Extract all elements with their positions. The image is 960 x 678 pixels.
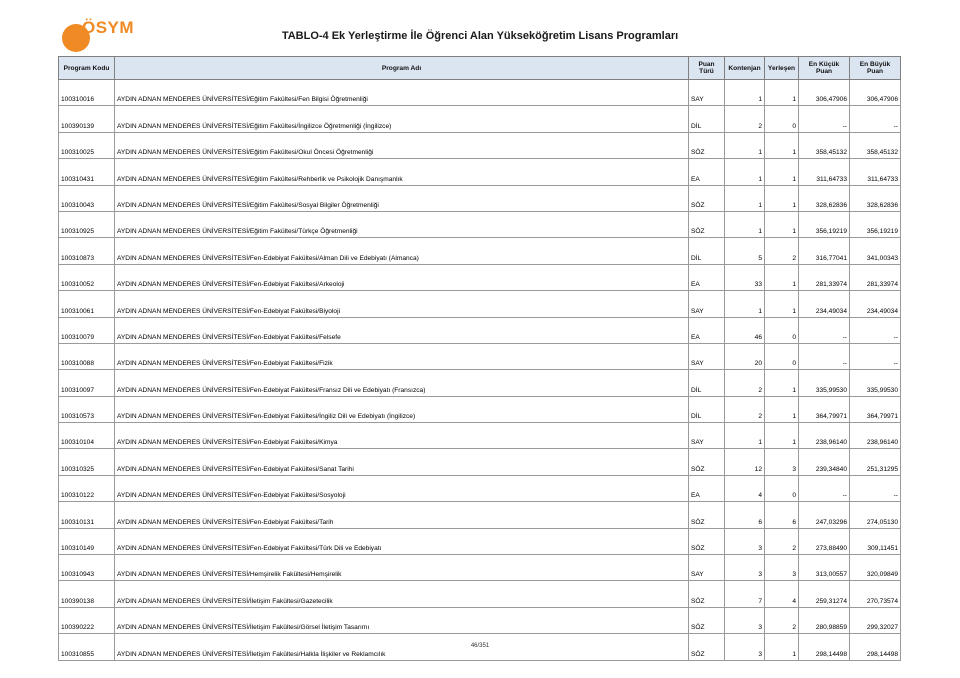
- cell-yerlesen: 1: [765, 211, 799, 237]
- cell-kontenjan: 3: [725, 634, 765, 660]
- cell-en-buyuk-puan: 328,62836: [850, 185, 901, 211]
- cell-yerlesen: 6: [765, 502, 799, 528]
- cell-en-buyuk-puan: 238,96140: [850, 423, 901, 449]
- cell-program-adi: AYDIN ADNAN MENDERES ÜNİVERSİTESİ/Eğitim Fakültesi/Sosyal Bilgiler Öğretmenliği: [115, 185, 689, 211]
- cell-kontenjan: 1: [725, 423, 765, 449]
- cell-kontenjan: 7: [725, 581, 765, 607]
- cell-program-kodu: 100390222: [59, 607, 115, 633]
- cell-en-kucuk-puan: 316,77041: [799, 238, 850, 264]
- cell-program-adi: AYDIN ADNAN MENDERES ÜNİVERSİTESİ/Fen-Edebiyat Fakültesi/Türk Dili ve Edebiyatı: [115, 528, 689, 554]
- cell-en-buyuk-puan: 306,47906: [850, 80, 901, 106]
- cell-puan-turu: EA: [689, 159, 725, 185]
- cell-en-buyuk-puan: 358,45132: [850, 132, 901, 158]
- cell-kontenjan: 12: [725, 449, 765, 475]
- cell-yerlesen: 0: [765, 343, 799, 369]
- cell-puan-turu: SAY: [689, 291, 725, 317]
- cell-en-buyuk-puan: --: [850, 343, 901, 369]
- table-row: [59, 581, 901, 607]
- cell-kontenjan: 1: [725, 80, 765, 106]
- cell-program-kodu: 100310016: [59, 80, 115, 106]
- cell-program-kodu: 100310873: [59, 238, 115, 264]
- cell-puan-turu: SÖZ: [689, 502, 725, 528]
- cell-puan-turu: DİL: [689, 106, 725, 132]
- cell-puan-turu: SÖZ: [689, 581, 725, 607]
- cell-yerlesen: 0: [765, 317, 799, 343]
- cell-puan-turu: EA: [689, 317, 725, 343]
- cell-kontenjan: 1: [725, 291, 765, 317]
- cell-program-adi: AYDIN ADNAN MENDERES ÜNİVERSİTESİ/Eğitim Fakültesi/Okul Öncesi Öğretmenliği: [115, 132, 689, 158]
- cell-yerlesen: 0: [765, 106, 799, 132]
- cell-kontenjan: 20: [725, 343, 765, 369]
- cell-en-buyuk-puan: 356,19219: [850, 211, 901, 237]
- table-body: [59, 80, 901, 661]
- table-row: [59, 396, 901, 422]
- table-row: [59, 475, 901, 501]
- cell-en-buyuk-puan: 309,11451: [850, 528, 901, 554]
- cell-yerlesen: 1: [765, 370, 799, 396]
- header-kontenjan: Kontenjan: [725, 57, 765, 80]
- cell-en-kucuk-puan: 298,14498: [799, 634, 850, 660]
- cell-en-buyuk-puan: 298,14498: [850, 634, 901, 660]
- cell-program-adi: AYDIN ADNAN MENDERES ÜNİVERSİTESİ/Eğitim Fakültesi/Türkçe Öğretmenliği: [115, 211, 689, 237]
- table-row: [59, 528, 901, 554]
- cell-program-kodu: 100310131: [59, 502, 115, 528]
- cell-en-buyuk-puan: 270,73574: [850, 581, 901, 607]
- cell-kontenjan: 33: [725, 264, 765, 290]
- cell-program-adi: AYDIN ADNAN MENDERES ÜNİVERSİTESİ/İletişim Fakültesi/Görsel İletişim Tasarımı: [115, 607, 689, 633]
- cell-yerlesen: 0: [765, 475, 799, 501]
- table-row: [59, 106, 901, 132]
- cell-en-kucuk-puan: 280,98859: [799, 607, 850, 633]
- cell-kontenjan: 3: [725, 528, 765, 554]
- cell-en-kucuk-puan: 281,33974: [799, 264, 850, 290]
- cell-kontenjan: 3: [725, 555, 765, 581]
- cell-program-kodu: 100310855: [59, 634, 115, 660]
- cell-puan-turu: SÖZ: [689, 132, 725, 158]
- cell-program-adi: AYDIN ADNAN MENDERES ÜNİVERSİTESİ/Fen-Edebiyat Fakültesi/Biyoloji: [115, 291, 689, 317]
- cell-program-kodu: 100310025: [59, 132, 115, 158]
- cell-en-kucuk-puan: 364,79971: [799, 396, 850, 422]
- cell-en-buyuk-puan: 320,09849: [850, 555, 901, 581]
- cell-en-kucuk-puan: --: [799, 106, 850, 132]
- cell-puan-turu: DİL: [689, 396, 725, 422]
- table-row: [59, 132, 901, 158]
- cell-en-kucuk-puan: 356,19219: [799, 211, 850, 237]
- table-row: [59, 185, 901, 211]
- logo-text: ÖSYM: [82, 18, 135, 37]
- cell-program-kodu: 100310431: [59, 159, 115, 185]
- cell-program-kodu: 100310573: [59, 396, 115, 422]
- cell-puan-turu: DİL: [689, 370, 725, 396]
- cell-yerlesen: 1: [765, 185, 799, 211]
- cell-en-kucuk-puan: 273,88490: [799, 528, 850, 554]
- cell-kontenjan: 1: [725, 211, 765, 237]
- cell-program-kodu: 100310925: [59, 211, 115, 237]
- cell-yerlesen: 1: [765, 291, 799, 317]
- cell-en-kucuk-puan: 234,49034: [799, 291, 850, 317]
- cell-program-kodu: 100310061: [59, 291, 115, 317]
- cell-en-buyuk-puan: 281,33974: [850, 264, 901, 290]
- table-row: [59, 607, 901, 633]
- cell-en-buyuk-puan: --: [850, 106, 901, 132]
- table-row: [59, 370, 901, 396]
- table-row: [59, 449, 901, 475]
- header-puan-turu: Puan Türü: [689, 57, 725, 80]
- cell-yerlesen: 4: [765, 581, 799, 607]
- table-header-row: [59, 57, 901, 80]
- cell-puan-turu: EA: [689, 475, 725, 501]
- cell-en-kucuk-puan: 311,64733: [799, 159, 850, 185]
- cell-en-kucuk-puan: 328,62836: [799, 185, 850, 211]
- cell-program-adi: AYDIN ADNAN MENDERES ÜNİVERSİTESİ/Fen-Edebiyat Fakültesi/Felsefe: [115, 317, 689, 343]
- cell-yerlesen: 2: [765, 607, 799, 633]
- cell-en-kucuk-puan: 259,31274: [799, 581, 850, 607]
- cell-program-adi: AYDIN ADNAN MENDERES ÜNİVERSİTESİ/Fen-Edebiyat Fakültesi/Tarih: [115, 502, 689, 528]
- cell-en-kucuk-puan: --: [799, 475, 850, 501]
- cell-program-kodu: 100310088: [59, 343, 115, 369]
- cell-en-kucuk-puan: 247,03296: [799, 502, 850, 528]
- cell-puan-turu: SÖZ: [689, 634, 725, 660]
- cell-kontenjan: 3: [725, 607, 765, 633]
- cell-program-adi: AYDIN ADNAN MENDERES ÜNİVERSİTESİ/İletişim Fakültesi/Gazetecilik: [115, 581, 689, 607]
- cell-yerlesen: 1: [765, 264, 799, 290]
- cell-puan-turu: SAY: [689, 80, 725, 106]
- cell-en-kucuk-puan: 306,47906: [799, 80, 850, 106]
- cell-yerlesen: 1: [765, 634, 799, 660]
- cell-kontenjan: 1: [725, 159, 765, 185]
- cell-en-buyuk-puan: 234,49034: [850, 291, 901, 317]
- cell-kontenjan: 6: [725, 502, 765, 528]
- table-row: [59, 238, 901, 264]
- cell-program-kodu: 100310104: [59, 423, 115, 449]
- cell-puan-turu: DİL: [689, 238, 725, 264]
- page-number: 46/351: [470, 643, 490, 649]
- header-en-kucuk-puan: En Küçük Puan: [799, 57, 850, 80]
- cell-puan-turu: SAY: [689, 423, 725, 449]
- cell-program-adi: AYDIN ADNAN MENDERES ÜNİVERSİTESİ/İletişim Fakültesi/Halkla İlişkiler ve Reklamcılık: [115, 634, 689, 660]
- cell-yerlesen: 3: [765, 555, 799, 581]
- cell-kontenjan: 4: [725, 475, 765, 501]
- cell-puan-turu: SAY: [689, 555, 725, 581]
- cell-program-kodu: 100390139: [59, 106, 115, 132]
- header-en-buyuk-puan: En Büyük Puan: [850, 57, 901, 80]
- cell-en-buyuk-puan: 311,64733: [850, 159, 901, 185]
- programs-table: [58, 56, 901, 661]
- cell-puan-turu: SAY: [689, 343, 725, 369]
- cell-en-kucuk-puan: 335,99530: [799, 370, 850, 396]
- header-program-kodu: Program Kodu: [59, 57, 115, 80]
- table-row: [59, 264, 901, 290]
- cell-puan-turu: SÖZ: [689, 607, 725, 633]
- cell-program-kodu: 100310043: [59, 185, 115, 211]
- cell-en-buyuk-puan: 364,79971: [850, 396, 901, 422]
- cell-kontenjan: 2: [725, 370, 765, 396]
- cell-program-kodu: 100310079: [59, 317, 115, 343]
- cell-program-kodu: 100310122: [59, 475, 115, 501]
- cell-yerlesen: 2: [765, 238, 799, 264]
- cell-program-adi: AYDIN ADNAN MENDERES ÜNİVERSİTESİ/Fen-Edebiyat Fakültesi/Fransız Dili ve Edebiyatı (Fransızca): [115, 370, 689, 396]
- cell-yerlesen: 1: [765, 423, 799, 449]
- table-row: [59, 502, 901, 528]
- table-row: [59, 555, 901, 581]
- cell-program-kodu: 100310149: [59, 528, 115, 554]
- table-row: [59, 343, 901, 369]
- cell-en-buyuk-puan: 251,31295: [850, 449, 901, 475]
- cell-kontenjan: 5: [725, 238, 765, 264]
- cell-puan-turu: SÖZ: [689, 528, 725, 554]
- table-row: [59, 211, 901, 237]
- cell-program-adi: AYDIN ADNAN MENDERES ÜNİVERSİTESİ/Fen-Edebiyat Fakültesi/Sanat Tarihi: [115, 449, 689, 475]
- cell-en-buyuk-puan: 299,32027: [850, 607, 901, 633]
- cell-puan-turu: EA: [689, 264, 725, 290]
- cell-en-buyuk-puan: --: [850, 317, 901, 343]
- cell-program-adi: AYDIN ADNAN MENDERES ÜNİVERSİTESİ/Fen-Edebiyat Fakültesi/Kimya: [115, 423, 689, 449]
- cell-program-kodu: 100310943: [59, 555, 115, 581]
- cell-yerlesen: 1: [765, 159, 799, 185]
- cell-program-adi: AYDIN ADNAN MENDERES ÜNİVERSİTESİ/Eğitim Fakültesi/Rehberlik ve Psikolojik Danışmanlık: [115, 159, 689, 185]
- cell-program-adi: AYDIN ADNAN MENDERES ÜNİVERSİTESİ/Fen-Edebiyat Fakültesi/Sosyoloji: [115, 475, 689, 501]
- header-yerlesen: Yerleşen: [765, 57, 799, 80]
- cell-en-kucuk-puan: 239,34840: [799, 449, 850, 475]
- cell-program-adi: AYDIN ADNAN MENDERES ÜNİVERSİTESİ/Fen-Edebiyat Fakültesi/Alman Dili ve Edebiyatı (Almanca): [115, 238, 689, 264]
- cell-program-adi: AYDIN ADNAN MENDERES ÜNİVERSİTESİ/Fen-Edebiyat Fakültesi/Arkeoloji: [115, 264, 689, 290]
- cell-kontenjan: 2: [725, 106, 765, 132]
- cell-yerlesen: 3: [765, 449, 799, 475]
- table-row: [59, 291, 901, 317]
- cell-yerlesen: 1: [765, 396, 799, 422]
- cell-program-kodu: 100310052: [59, 264, 115, 290]
- cell-en-kucuk-puan: --: [799, 343, 850, 369]
- cell-en-buyuk-puan: 274,05130: [850, 502, 901, 528]
- cell-en-buyuk-puan: --: [850, 475, 901, 501]
- cell-program-adi: AYDIN ADNAN MENDERES ÜNİVERSİTESİ/Fen-Edebiyat Fakültesi/İngiliz Dili ve Edebiyatı (İngilizce): [115, 396, 689, 422]
- cell-program-adi: AYDIN ADNAN MENDERES ÜNİVERSİTESİ/Eğitim Fakültesi/Fen Bilgisi Öğretmenliği: [115, 80, 689, 106]
- table-row: [59, 317, 901, 343]
- table-row: [59, 80, 901, 106]
- cell-kontenjan: 2: [725, 396, 765, 422]
- cell-puan-turu: SÖZ: [689, 185, 725, 211]
- cell-program-adi: AYDIN ADNAN MENDERES ÜNİVERSİTESİ/Hemşirelik Fakültesi/Hemşirelik: [115, 555, 689, 581]
- table-row: [59, 159, 901, 185]
- cell-program-kodu: 100310097: [59, 370, 115, 396]
- header-program-adi: Program Adı: [115, 57, 689, 80]
- cell-yerlesen: 1: [765, 80, 799, 106]
- cell-yerlesen: 2: [765, 528, 799, 554]
- page-title: TABLO-4 Ek Yerleştirme İle Öğrenci Alan Yükseköğretim Lisans Programları: [281, 30, 679, 42]
- cell-en-kucuk-puan: 358,45132: [799, 132, 850, 158]
- table-row: [59, 423, 901, 449]
- cell-en-kucuk-puan: 313,00557: [799, 555, 850, 581]
- cell-program-kodu: 100390138: [59, 581, 115, 607]
- cell-puan-turu: SÖZ: [689, 211, 725, 237]
- cell-puan-turu: SÖZ: [689, 449, 725, 475]
- cell-en-kucuk-puan: 238,96140: [799, 423, 850, 449]
- cell-yerlesen: 1: [765, 132, 799, 158]
- cell-en-kucuk-puan: --: [799, 317, 850, 343]
- cell-en-buyuk-puan: 341,00343: [850, 238, 901, 264]
- cell-kontenjan: 1: [725, 185, 765, 211]
- cell-kontenjan: 46: [725, 317, 765, 343]
- cell-program-adi: AYDIN ADNAN MENDERES ÜNİVERSİTESİ/Eğitim Fakültesi/İngilizce Öğretmenliği (İngilizce): [115, 106, 689, 132]
- cell-kontenjan: 1: [725, 132, 765, 158]
- cell-program-adi: AYDIN ADNAN MENDERES ÜNİVERSİTESİ/Fen-Edebiyat Fakültesi/Fizik: [115, 343, 689, 369]
- cell-program-kodu: 100310325: [59, 449, 115, 475]
- cell-en-buyuk-puan: 335,99530: [850, 370, 901, 396]
